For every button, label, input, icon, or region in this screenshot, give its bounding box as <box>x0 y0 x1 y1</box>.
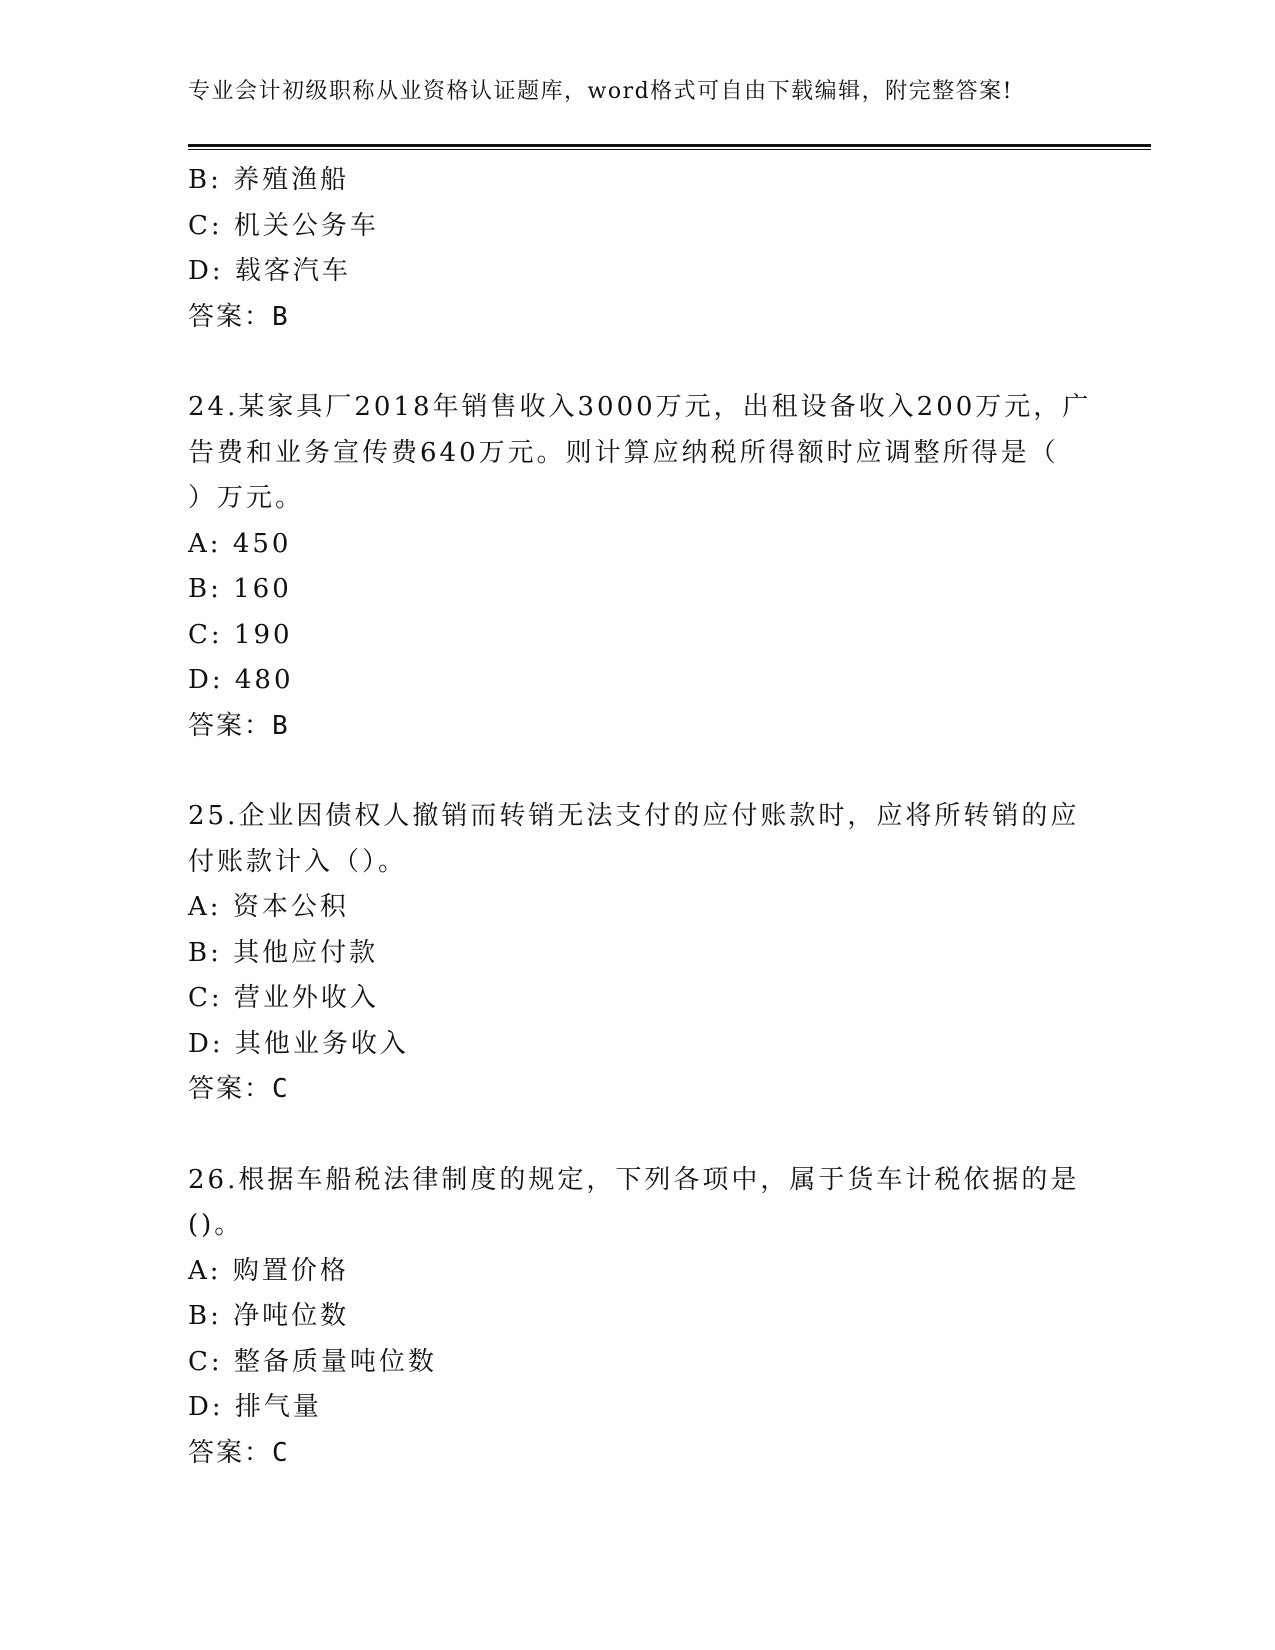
stem-line: 26.根据车船税法律制度的规定，下列各项中，属于货车计税依据的是 <box>188 1164 1080 1195</box>
option-label: B: <box>188 165 222 195</box>
stem-line: 付账款计入（）。 <box>188 846 408 877</box>
option-line <box>188 522 1068 568</box>
option-text: 450 <box>232 528 292 559</box>
answer-label: 答案： <box>188 301 273 332</box>
answer-label: 答案： <box>188 1074 273 1104</box>
question-25 <box>188 794 1080 1113</box>
page-header: 专业会计初级职称从业资格认证题库，word格式可自由下载编辑，附完整答案! <box>188 79 1014 104</box>
option-label: A: <box>188 528 222 559</box>
header-rule-thick <box>188 144 1151 147</box>
option-line <box>188 613 1068 659</box>
option-text: 其他业务收入 <box>234 1028 409 1059</box>
option-text: 整备质量吨位数 <box>233 1346 437 1377</box>
option-line <box>188 1249 1068 1295</box>
option-line <box>188 658 1068 704</box>
question-stem <box>188 385 1092 522</box>
answer-label: 答案： <box>188 1437 273 1468</box>
option-label: D: <box>188 665 224 695</box>
option-text: 净吨位数 <box>233 1301 350 1331</box>
option-label: A: <box>188 1255 222 1286</box>
header-rule-thin <box>188 149 1151 150</box>
question-24 <box>188 385 1092 749</box>
option-label: D: <box>188 256 224 286</box>
option-label: C: <box>188 210 223 241</box>
option-line <box>188 931 1068 977</box>
option-label: C: <box>188 983 223 1013</box>
option-line <box>188 1294 1068 1340</box>
option-text: 其他应付款 <box>233 937 379 968</box>
option-text: 480 <box>234 665 294 695</box>
option-label: B: <box>188 574 222 604</box>
option-label: D: <box>188 1392 224 1422</box>
option-label: B: <box>188 937 222 968</box>
answer-value: B <box>272 301 290 332</box>
carryover-question <box>188 158 1068 340</box>
option-label: A: <box>188 892 222 922</box>
option-text: 营业外收入 <box>233 983 379 1013</box>
stem-line: 25.企业因债权人撤销而转销无法支付的应付账款时，应将所转销的应 <box>188 801 1080 831</box>
answer-line <box>188 1431 1068 1477</box>
answer-line <box>188 1067 1068 1113</box>
option-line <box>188 567 1068 613</box>
option-text: 载客汽车 <box>234 256 351 286</box>
answer-label: 答案： <box>188 710 273 741</box>
option-label: D: <box>188 1028 224 1059</box>
answer-value: C <box>272 1437 290 1468</box>
answer-value: C <box>272 1074 290 1104</box>
option-label: B: <box>188 1301 222 1331</box>
option-text: 190 <box>233 619 293 650</box>
answer-line <box>188 295 1068 341</box>
stem-line: ）万元。 <box>188 483 305 513</box>
option-text: 购置价格 <box>232 1255 349 1286</box>
answer-line <box>188 704 1068 750</box>
option-line <box>188 158 1068 204</box>
option-text: 机关公务车 <box>233 210 379 241</box>
question-26 <box>188 1158 1080 1477</box>
option-text: 160 <box>233 574 292 604</box>
answer-value: B <box>272 710 290 741</box>
option-text: 排气量 <box>234 1392 322 1422</box>
document-body <box>188 158 1092 1476</box>
option-line <box>188 976 1068 1022</box>
stem-line: 24.某家具厂2018年销售收入3000万元，出租设备收入200万元，广 <box>188 392 1092 422</box>
option-text: 养殖渔船 <box>233 165 350 195</box>
question-stem <box>188 794 1080 885</box>
option-line <box>188 249 1068 295</box>
stem-line: ()。 <box>188 1210 244 1240</box>
option-label: C: <box>188 1346 223 1377</box>
option-line <box>188 1385 1068 1431</box>
option-line <box>188 204 1068 250</box>
option-text: 资本公积 <box>232 892 349 922</box>
question-stem <box>188 1158 1080 1249</box>
option-line <box>188 1340 1068 1386</box>
option-line <box>188 1022 1068 1068</box>
option-label: C: <box>188 619 223 650</box>
stem-line: 告费和业务宣传费640万元。则计算应纳税所得额时应调整所得是（ <box>188 437 1059 468</box>
option-line <box>188 885 1068 931</box>
